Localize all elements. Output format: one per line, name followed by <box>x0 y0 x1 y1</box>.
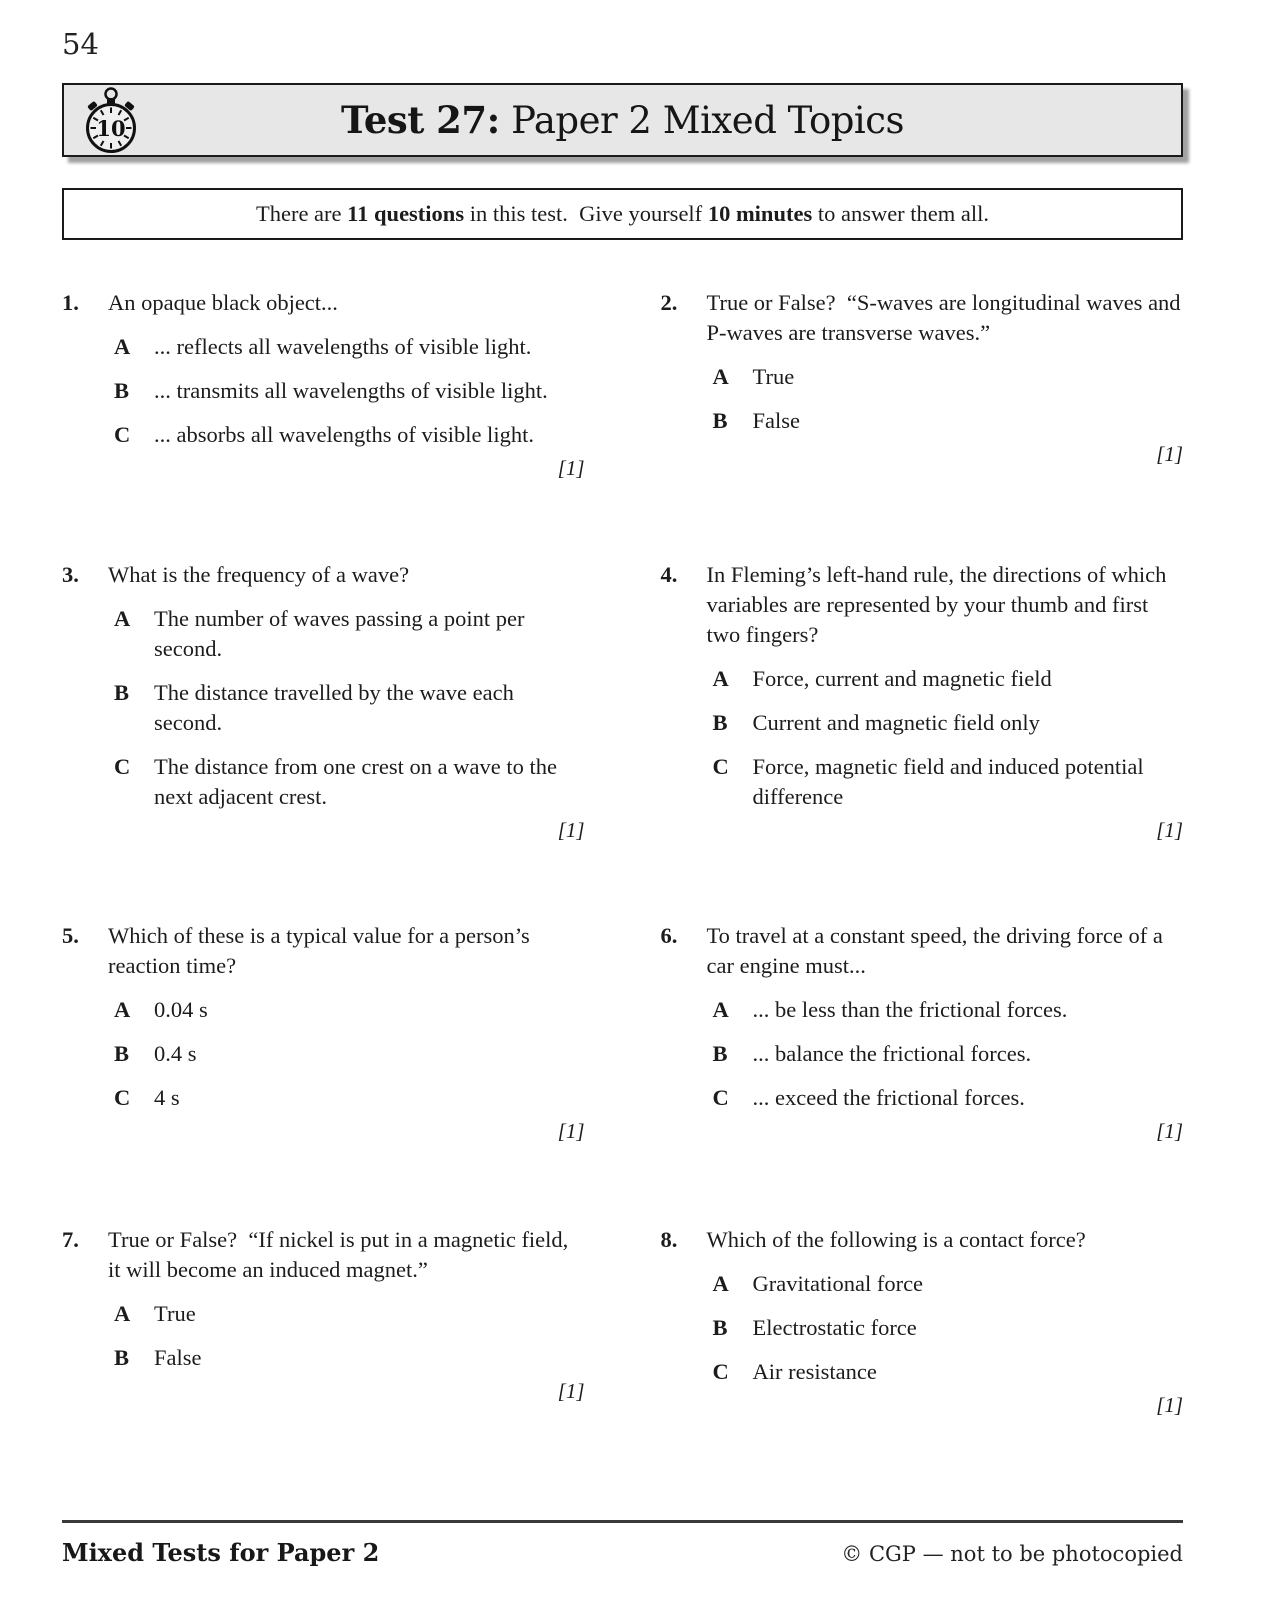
option-letter: A <box>114 606 131 631</box>
option-c <box>108 420 585 450</box>
question-number: 3. <box>62 562 79 587</box>
option-b <box>707 406 1184 436</box>
option-text: Force, current and magnetic field <box>752 666 1052 691</box>
footer-copyright: © CGP — not to be photocopied <box>841 1542 1183 1566</box>
question-text: Which of these is a typical value for a person’s reaction time? <box>108 923 536 978</box>
option-text: The number of waves passing a point per second. <box>154 606 531 661</box>
option-b <box>108 678 585 738</box>
test-title <box>341 97 904 142</box>
option-text: Electrostatic force <box>752 1315 917 1340</box>
option-letter: A <box>712 666 729 691</box>
question-text: In Fleming’s left-hand rule, the directions of which variables are represented by your thumb and first two fingers? <box>706 562 1173 647</box>
mark-allocation: [1] <box>557 1119 585 1143</box>
option-text: False <box>752 408 800 433</box>
page-footer <box>62 1520 1183 1567</box>
option-text: Force, magnetic field and induced potential difference <box>752 754 1150 809</box>
option-letter: C <box>712 1359 729 1384</box>
question-text: True or False? “S-waves are longitudinal waves and P-waves are transverse waves.” <box>706 290 1187 345</box>
option-text: Gravitational force <box>752 1271 924 1296</box>
question-text: What is the frequency of a wave? <box>108 562 410 587</box>
option-b <box>108 1039 585 1069</box>
option-text: True <box>154 1301 196 1326</box>
option-b <box>707 1313 1184 1343</box>
option-c <box>108 752 585 812</box>
mark-allocation: [1] <box>1156 818 1183 842</box>
option-letter: C <box>114 422 131 447</box>
question-text: An opaque black object... <box>108 290 338 315</box>
stopwatch-icon <box>80 86 142 154</box>
question-number: 5. <box>62 923 79 948</box>
option-letter: A <box>712 364 729 389</box>
question-number: 8. <box>660 1227 678 1252</box>
question-8 <box>661 1225 1184 1419</box>
option-letter: C <box>114 1085 131 1110</box>
question-number: 4. <box>660 562 678 587</box>
option-letter: B <box>114 378 130 403</box>
option-letter: A <box>114 997 131 1022</box>
mark-allocation: [1] <box>557 456 585 480</box>
option-letter: C <box>712 1085 729 1110</box>
question-7 <box>62 1225 585 1419</box>
option-c <box>707 752 1184 812</box>
mark-allocation: [1] <box>1156 1393 1183 1417</box>
mark-allocation: [1] <box>1156 1119 1183 1143</box>
option-letter: C <box>114 754 131 779</box>
question-text: True or False? “If nickel is put in a magnetic field, it will become an induced magnet.” <box>108 1227 574 1282</box>
option-letter: B <box>712 408 728 433</box>
option-text: ... transmits all wavelengths of visible light. <box>154 378 548 403</box>
option-letter: B <box>114 680 130 705</box>
option-text: 4 s <box>154 1085 180 1110</box>
test-header-banner <box>62 83 1183 157</box>
option-b <box>108 1343 585 1373</box>
option-letter: B <box>712 710 728 735</box>
option-c <box>108 1083 585 1113</box>
option-letter: B <box>114 1041 130 1066</box>
page-number: 54 <box>62 27 99 61</box>
option-a <box>707 995 1184 1025</box>
option-letter: A <box>712 997 729 1022</box>
instructions-text: There are 11 questions in this test. Give yourself 10 minutes to answer them all. <box>255 201 990 226</box>
question-6 <box>661 921 1184 1225</box>
option-letter: A <box>114 334 131 359</box>
question-2 <box>660 288 1187 560</box>
option-text: 0.04 s <box>154 997 208 1022</box>
question-number: 6. <box>660 923 678 948</box>
question-5 <box>62 921 585 1225</box>
option-a <box>108 332 585 362</box>
instructions-box <box>62 188 1183 240</box>
question-number: 2. <box>660 290 678 315</box>
option-a <box>707 664 1184 694</box>
option-text: ... balance the frictional forces. <box>752 1041 1032 1066</box>
question-text: To travel at a constant speed, the driving force of a car engine must... <box>706 923 1169 978</box>
question-1 <box>62 288 585 560</box>
option-text: False <box>154 1345 202 1370</box>
question-4 <box>661 560 1184 921</box>
mark-allocation: [1] <box>557 818 585 842</box>
option-c <box>707 1357 1184 1387</box>
option-text: ... reflects all wavelengths of visible light. <box>154 334 532 359</box>
option-text: True <box>752 364 795 389</box>
mark-allocation: [1] <box>1156 442 1183 466</box>
option-text: ... absorbs all wavelengths of visible light. <box>154 422 534 447</box>
option-b <box>707 1039 1184 1069</box>
option-letter: C <box>712 754 729 779</box>
option-text: Air resistance <box>752 1359 877 1384</box>
option-letter: B <box>712 1315 728 1340</box>
option-a <box>108 604 585 664</box>
questions-grid <box>62 288 1187 1419</box>
option-letter: B <box>712 1041 728 1066</box>
mark-allocation: [1] <box>557 1379 585 1403</box>
footer-section-title: Mixed Tests for Paper 2 <box>62 1538 380 1567</box>
option-text: Current and magnetic field only <box>752 710 1040 735</box>
test-number-label: Test 27: <box>341 97 500 142</box>
option-text: 0.4 s <box>154 1041 197 1066</box>
option-c <box>707 1083 1184 1113</box>
option-letter: B <box>114 1345 130 1370</box>
option-a <box>108 995 585 1025</box>
option-letter: A <box>712 1271 729 1296</box>
option-letter: A <box>114 1301 131 1326</box>
option-a <box>707 362 1184 392</box>
question-text: Which of the following is a contact force? <box>706 1227 1086 1252</box>
question-number: 7. <box>62 1227 79 1252</box>
option-text: ... exceed the frictional forces. <box>752 1085 1025 1110</box>
option-text: The distance travelled by the wave each second. <box>154 680 520 735</box>
option-b <box>707 708 1184 738</box>
question-3 <box>62 560 585 921</box>
option-text: The distance from one crest on a wave to the next adjacent crest. <box>154 754 563 809</box>
option-text: ... be less than the frictional forces. <box>752 997 1068 1022</box>
option-b <box>108 376 585 406</box>
option-a <box>707 1269 1184 1299</box>
option-a <box>108 1299 585 1329</box>
timer-minutes: 10 <box>96 116 126 141</box>
test-topic-label: Paper 2 Mixed Topics <box>499 98 904 142</box>
question-number: 1. <box>62 290 79 315</box>
